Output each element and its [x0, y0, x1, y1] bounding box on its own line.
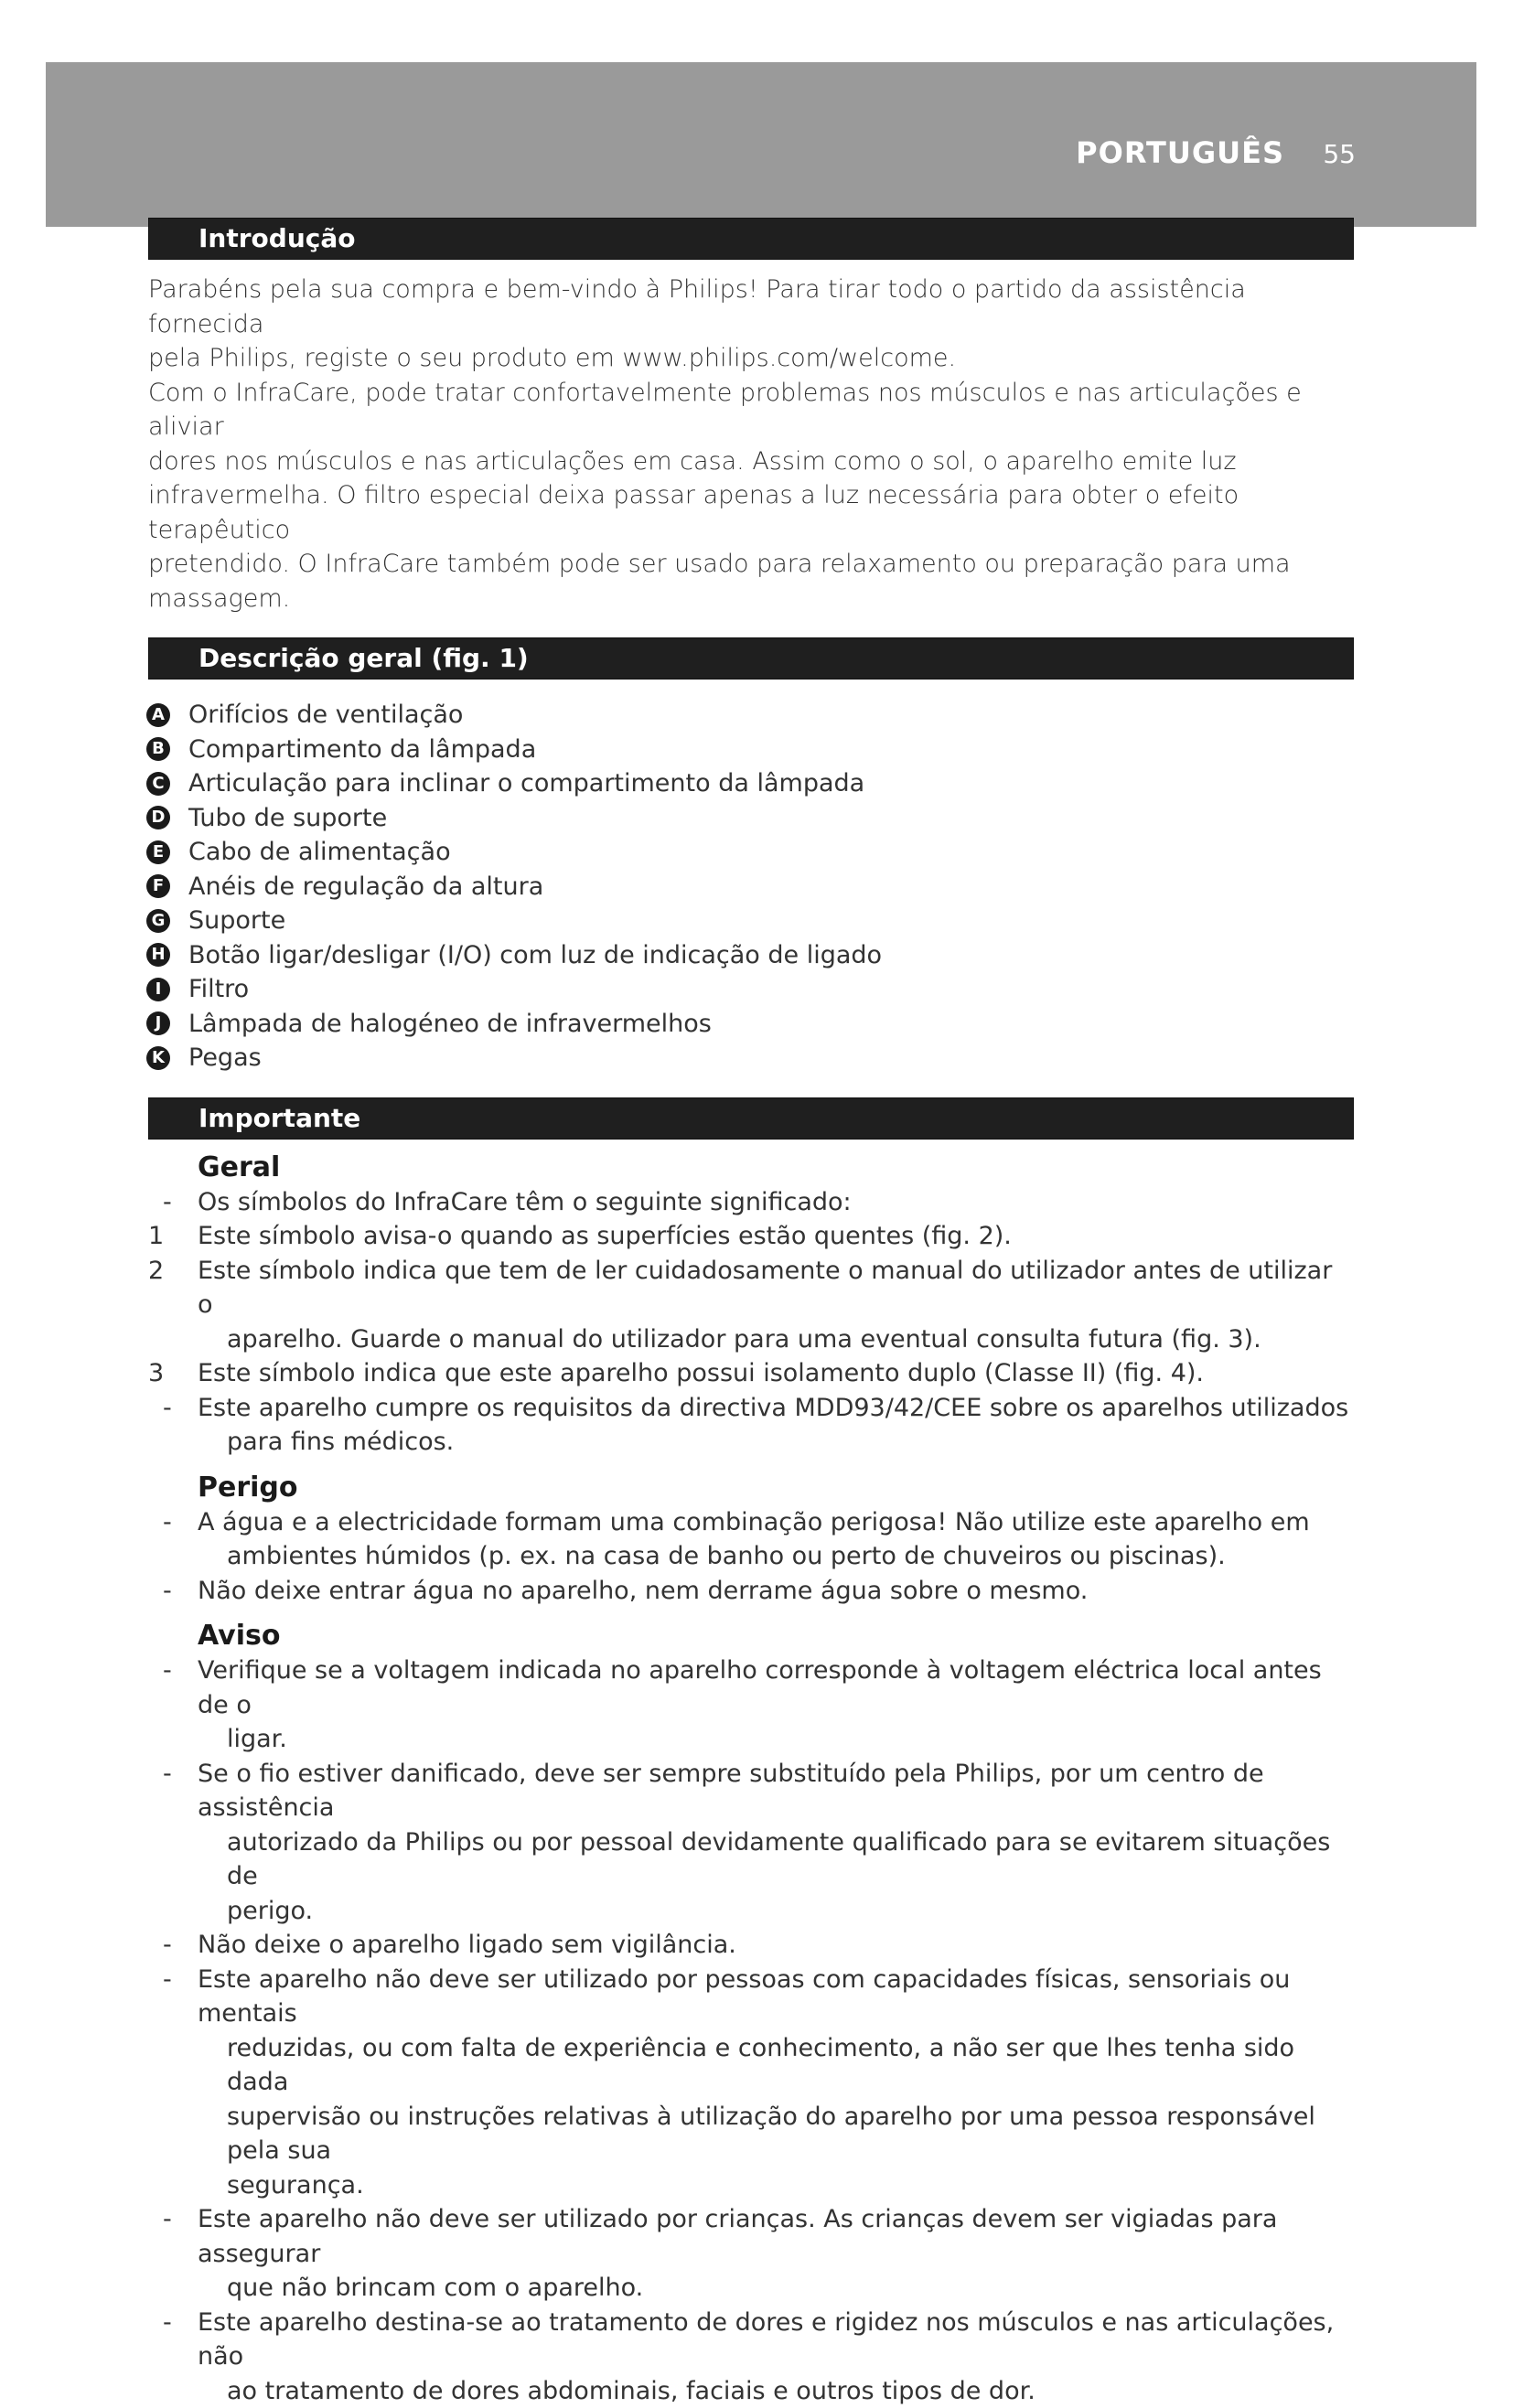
list-item — [148, 1007, 1354, 1042]
item-text: Este aparelho cumpre os requisitos da directiva MDD93/42/CEE sobre os aparelhos utilizados — [198, 1394, 1348, 1422]
item-text: autorizado da Philips ou por pessoal devidamente qualificado para se evitarem situações de — [198, 1825, 1354, 1894]
part-name: Botão ligar/desligar (I/O) com luz de indicação de ligado — [188, 941, 882, 969]
part-name: Cabo de alimentação — [188, 838, 451, 866]
list-marker: - — [148, 1505, 198, 1574]
list-marker: 3 — [148, 1356, 198, 1391]
list-marker: - — [148, 1391, 198, 1460]
perigo-list — [148, 1505, 1354, 1609]
list-marker: - — [148, 2202, 198, 2306]
list-item — [148, 1505, 1354, 1574]
letter-badge-icon: C — [146, 772, 170, 796]
letter-badge-icon: E — [146, 840, 170, 864]
item-text: ligar. — [198, 1722, 1354, 1757]
section-title-importante: Importante — [148, 1097, 1354, 1140]
letter-badge-icon: B — [146, 737, 170, 761]
item-text: Este aparelho não deve ser utilizado por crianças. As crianças devem ser vigiadas para assegurar — [198, 2205, 1277, 2268]
item-text: perigo. — [198, 1894, 1354, 1929]
list-item — [148, 1963, 1354, 2203]
list-item — [148, 801, 1354, 836]
item-text: reduzidas, ou com falta de experiência e conhecimento, a não ser que lhes tenha sido dada — [198, 2031, 1354, 2100]
intro-line: pela Philips, registe o seu produto em www.philips.com/welcome. — [148, 341, 1354, 376]
intro-line: massagem. — [148, 582, 1354, 616]
header-language: PORTUGUÊS — [1076, 135, 1284, 170]
subheading-aviso: Aviso — [148, 1619, 1354, 1653]
aviso-list — [148, 1653, 1354, 2408]
intro-line: Parabéns pela sua compra e bem-vindo à Philips! Para tirar todo o partido da assistência fornecida — [148, 273, 1354, 341]
letter-badge-icon: G — [146, 909, 170, 933]
part-name: Articulação para inclinar o compartimento da lâmpada — [188, 769, 864, 797]
list-item — [148, 1574, 1354, 1609]
letter-badge-icon: K — [146, 1046, 170, 1070]
list-item — [148, 904, 1354, 938]
part-name: Tubo de suporte — [188, 804, 387, 832]
list-item — [148, 733, 1354, 767]
list-item — [148, 972, 1354, 1007]
part-name: Filtro — [188, 975, 249, 1003]
letter-badge-icon: J — [146, 1011, 170, 1035]
list-item — [148, 766, 1354, 801]
list-item — [148, 1757, 1354, 1929]
item-text: para fins médicos. — [198, 1425, 1354, 1460]
item-text: aparelho. Guarde o manual do utilizador para uma eventual consulta futura (fig. 3). — [198, 1322, 1354, 1357]
letter-badge-icon: I — [146, 978, 170, 1001]
subheading-perigo: Perigo — [148, 1471, 1354, 1505]
item-text: Não deixe o aparelho ligado sem vigilância. — [198, 1931, 736, 1959]
list-item — [148, 1356, 1354, 1391]
list-item — [148, 1041, 1354, 1076]
list-marker: - — [148, 1928, 198, 1963]
item-text: Os símbolos do InfraCare têm o seguinte significado: — [198, 1188, 852, 1216]
list-item — [148, 698, 1354, 733]
geral-list — [148, 1185, 1354, 1460]
parts-legend — [148, 698, 1354, 1076]
page-content — [148, 218, 1354, 2408]
list-marker: - — [148, 1963, 198, 2203]
list-marker: - — [148, 1185, 198, 1220]
item-text: Se o fio estiver danificado, deve ser sempre substituído pela Philips, por um centro de assistência — [198, 1760, 1264, 1823]
list-marker: - — [148, 1757, 198, 1929]
list-item — [148, 1185, 1354, 1220]
item-text: ao tratamento de dores abdominais, faciais e outros tipos de dor. — [198, 2374, 1354, 2408]
intro-line: infravermelha. O filtro especial deixa passar apenas a luz necessária para obter o efeito terapêutico — [148, 478, 1354, 547]
list-item — [148, 835, 1354, 870]
item-text: segurança. — [198, 2168, 1354, 2203]
part-name: Lâmpada de halogéneo de infravermelhos — [188, 1010, 712, 1038]
section-title-descricao: Descrição geral (fig. 1) — [148, 637, 1354, 680]
letter-badge-icon: A — [146, 703, 170, 727]
item-text: Verifique se a voltagem indicada no aparelho corresponde à voltagem eléctrica local antes de o — [198, 1656, 1322, 1719]
item-text: A água e a electricidade formam uma combinação perigosa! Não utilize este aparelho em — [198, 1508, 1310, 1536]
item-text: Este símbolo avisa-o quando as superfícies estão quentes (fig. 2). — [198, 1222, 1012, 1250]
intro-line: dores nos músculos e nas articulações em casa. Assim como o sol, o aparelho emite luz — [148, 444, 1354, 479]
subheading-geral: Geral — [148, 1150, 1354, 1185]
intro-line: Com o InfraCare, pode tratar confortavelmente problemas nos músculos e nas articulações e aliviar — [148, 376, 1354, 444]
list-item — [148, 1254, 1354, 1357]
list-item — [148, 2306, 1354, 2408]
item-text: que não brincam com o aparelho. — [198, 2271, 1354, 2306]
part-name: Pegas — [188, 1043, 262, 1072]
list-item — [148, 938, 1354, 973]
intro-line: pretendido. O InfraCare também pode ser usado para relaxamento ou preparação para uma — [148, 547, 1354, 582]
letter-badge-icon: F — [146, 874, 170, 898]
item-text: Este aparelho não deve ser utilizado por pessoas com capacidades físicas, sensoriais ou mentais — [198, 1965, 1290, 2028]
item-text: Este símbolo indica que tem de ler cuidadosamente o manual do utilizador antes de utilizar o — [198, 1257, 1332, 1320]
list-marker: - — [148, 1653, 198, 1757]
letter-badge-icon: H — [146, 943, 170, 967]
letter-badge-icon: D — [146, 806, 170, 829]
list-item — [148, 1653, 1354, 1757]
list-marker: 1 — [148, 1219, 198, 1254]
item-text: supervisão ou instruções relativas à utilização do aparelho por uma pessoa responsável pela sua — [198, 2100, 1354, 2168]
list-marker: - — [148, 1574, 198, 1609]
part-name: Compartimento da lâmpada — [188, 735, 536, 764]
item-text: ambientes húmidos (p. ex. na casa de banho ou perto de chuveiros ou piscinas). — [198, 1539, 1354, 1574]
list-item — [148, 1219, 1354, 1254]
list-item — [148, 1391, 1354, 1460]
section-title-introducao: Introdução — [148, 218, 1354, 260]
part-name: Anéis de regulação da altura — [188, 872, 543, 901]
list-marker: 2 — [148, 1254, 198, 1357]
item-text: Este aparelho destina-se ao tratamento de dores e rigidez nos músculos e nas articulações, não — [198, 2308, 1334, 2371]
list-marker: - — [148, 2306, 198, 2408]
part-name: Orifícios de ventilação — [188, 701, 463, 729]
list-item — [148, 1928, 1354, 1963]
part-name: Suporte — [188, 906, 285, 935]
intro-text — [148, 273, 1354, 615]
list-item — [148, 870, 1354, 904]
list-item — [148, 2202, 1354, 2306]
item-text: Este símbolo indica que este aparelho possui isolamento duplo (Classe II) (fig. 4). — [198, 1359, 1204, 1387]
page-number: 55 — [1323, 139, 1356, 169]
item-text: Não deixe entrar água no aparelho, nem derrame água sobre o mesmo. — [198, 1577, 1088, 1605]
